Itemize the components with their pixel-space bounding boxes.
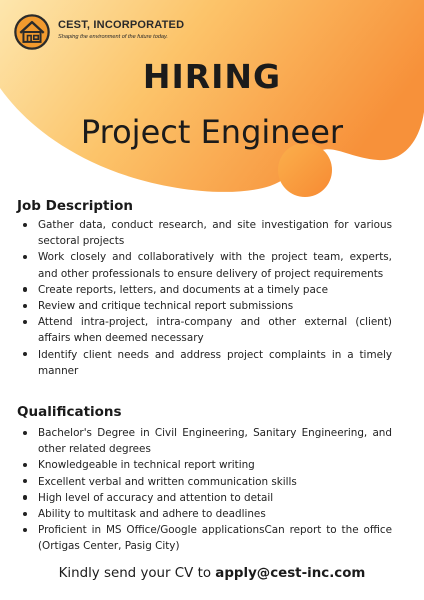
list-item bbox=[20, 490, 392, 506]
bullet-icon bbox=[23, 495, 27, 499]
bullet-icon bbox=[23, 320, 27, 324]
list-item-text: Identify client needs and address project complaints in a timely manner bbox=[38, 348, 392, 377]
bullet-icon bbox=[23, 512, 27, 516]
list-item bbox=[20, 217, 392, 249]
list-item-text: Gather data, conduct research, and site investigation for various sectoral projects bbox=[38, 219, 392, 248]
hiring-heading: HIRING bbox=[142, 57, 282, 96]
list-item bbox=[20, 282, 392, 298]
list-item bbox=[20, 314, 392, 346]
list-item bbox=[20, 347, 392, 379]
list-item-text: Bachelor's Degree in Civil Engineering, Sanitary Engineering, and other related degrees bbox=[38, 427, 392, 456]
list-item-text: Ability to multitask and adhere to deadlines bbox=[38, 508, 266, 521]
list-item-text: Create reports, letters, and documents at a timely pace bbox=[38, 283, 328, 296]
list-item bbox=[20, 474, 392, 490]
bullet-icon bbox=[23, 223, 27, 227]
job-description-list bbox=[20, 217, 392, 379]
job-description-heading: Job Description bbox=[17, 198, 133, 214]
list-item bbox=[20, 506, 392, 522]
bullet-icon bbox=[23, 528, 27, 532]
list-item-text: Excellent verbal and written communication skills bbox=[38, 475, 297, 488]
bullet-icon bbox=[23, 479, 27, 483]
bullet-icon bbox=[23, 463, 27, 467]
bullet-icon bbox=[23, 431, 27, 435]
cta-text: Kindly send your CV to bbox=[58, 566, 216, 581]
job-title: Project Engineer bbox=[80, 113, 344, 151]
bullet-icon bbox=[23, 304, 27, 308]
list-item bbox=[20, 249, 392, 281]
list-item bbox=[20, 298, 392, 314]
company-name: CEST, INCORPORATED bbox=[58, 19, 185, 31]
list-item-text: Knowledgeable in technical report writing bbox=[38, 459, 255, 472]
list-item-text: Work closely and collaboratively with the project team, experts, and other professionals to ensure delivery of project requirements bbox=[38, 251, 392, 280]
list-item bbox=[20, 522, 392, 554]
apply-email-link[interactable]: apply@cest-inc.com bbox=[215, 566, 366, 581]
apply-call-to-action bbox=[0, 566, 424, 581]
qualifications-heading: Qualifications bbox=[17, 404, 122, 420]
list-item bbox=[20, 457, 392, 473]
building-logo-icon bbox=[14, 14, 50, 50]
list-item-text: Attend intra-project, intra-company and other external (client) affairs when deemed necessary bbox=[38, 316, 392, 345]
bullet-icon bbox=[23, 352, 27, 356]
list-item bbox=[20, 425, 392, 457]
list-item-text: Review and critique technical report submissions bbox=[38, 300, 294, 313]
list-item-text: Proficient in MS Office/Google applicationsCan report to the office (Ortigas Center, Pasig City) bbox=[38, 524, 392, 553]
bullet-icon bbox=[23, 287, 27, 291]
list-item-text: High level of accuracy and attention to detail bbox=[38, 491, 274, 504]
bullet-icon bbox=[23, 255, 27, 259]
qualifications-list bbox=[20, 425, 392, 555]
company-tagline: Shaping the environment of the future today. bbox=[58, 34, 168, 40]
